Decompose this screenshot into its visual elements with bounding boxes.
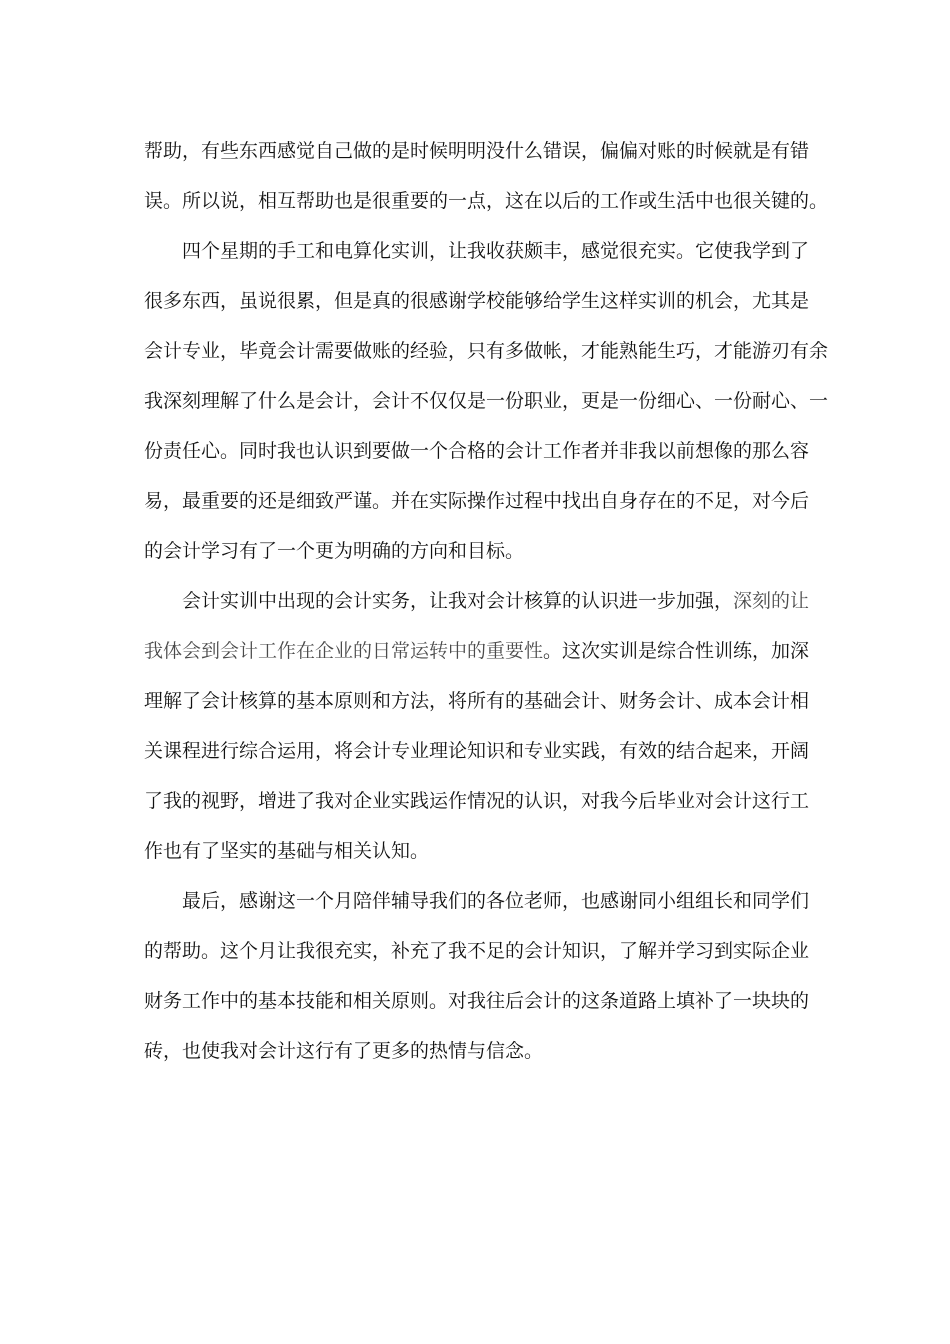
document-body	[144, 126, 829, 1076]
paragraph-line: 四个星期的手工和电算化实训，让我收获颇丰，感觉很充实。它使我学到了	[182, 240, 810, 262]
paragraph-line: 我深刻理解了什么是会计，会计不仅仅是一份职业，更是一份细心、一份耐心、一	[144, 390, 829, 412]
line-text: 。这次实训是综合性训练，加深	[543, 640, 810, 662]
paragraph-4	[144, 876, 808, 1076]
paragraph-line: 理解了会计核算的基本原则和方法，将所有的基础会计、财务会计、成本会计相	[144, 690, 810, 712]
highlighted-text: 我体会到会计工作在企业的日常运转中的重要性	[144, 640, 544, 662]
paragraph-line: 的会计学习有了一个更为明确的方向和目标。	[144, 540, 525, 562]
paragraph-line: 作也有了坚实的基础与相关认知。	[144, 840, 430, 862]
paragraph-line	[144, 576, 808, 626]
paragraph-line: 很多东西，虽说很累，但是真的很感谢学校能够给学生这样实训的机会，尤其是	[144, 290, 810, 312]
paragraph-line: 易，最重要的还是细致严谨。并在实际操作过程中找出自身存在的不足，对今后	[144, 490, 810, 512]
paragraph-line: 财务工作中的基本技能和相关原则。对我往后会计的这条道路上填补了一块块的	[144, 990, 810, 1012]
paragraph-1	[144, 126, 829, 226]
paragraph-line: 会计专业，毕竟会计需要做账的经验，只有多做帐，才能熟能生巧，才能游刃有余	[144, 340, 829, 362]
paragraph-2	[144, 226, 829, 576]
paragraph-line: 误。所以说，相互帮助也是很重要的一点，这在以后的工作或生活中也很关键的。	[144, 190, 829, 212]
paragraph-line: 关课程进行综合运用，将会计专业理论知识和专业实践，有效的结合起来，开阔	[144, 740, 810, 762]
paragraph-line	[144, 626, 808, 676]
paragraph-line: 的帮助。这个月让我很充实，补充了我不足的会计知识，了解并学习到实际企业	[144, 940, 810, 962]
paragraph-line: 砖，也使我对会计这行有了更多的热情与信念。	[144, 1040, 544, 1062]
paragraph-line: 帮助，有些东西感觉自己做的是时候明明没什么错误，偏偏对账的时候就是有错	[144, 140, 810, 162]
paragraph-line: 了我的视野，增进了我对企业实践运作情况的认识，对我今后毕业对会计这行工	[144, 790, 810, 812]
paragraph-3	[144, 576, 808, 876]
line-text: 会计实训中出现的会计实务，让我对会计核算的认识进一步加强，	[182, 590, 734, 612]
paragraph-line: 份责任心。同时我也认识到要做一个合格的会计工作者并非我以前想像的那么容	[144, 440, 810, 462]
paragraph-line: 最后，感谢这一个月陪伴辅导我们的各位老师，也感谢同小组组长和同学们	[182, 890, 810, 912]
highlighted-text: 深刻的让	[733, 590, 810, 612]
